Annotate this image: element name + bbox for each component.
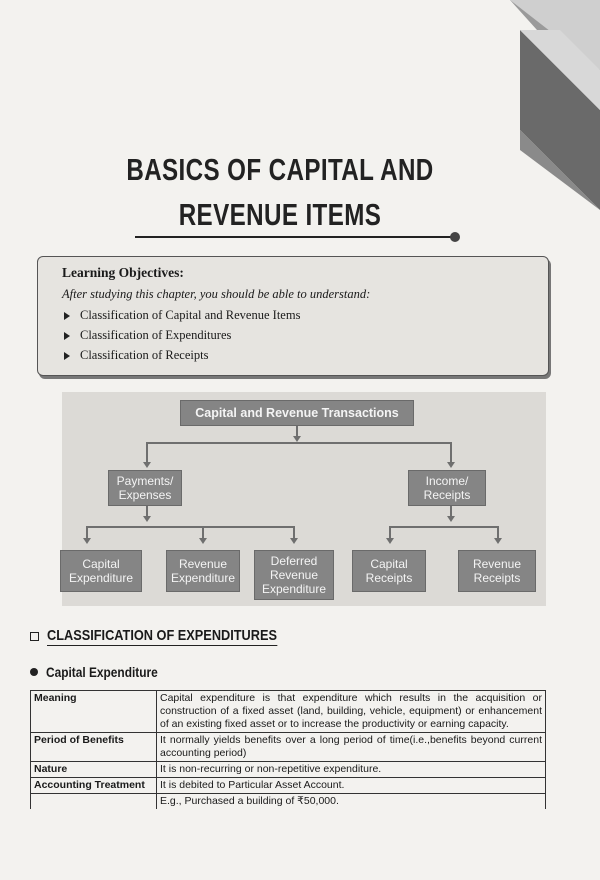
chapter-title-line1: BASICS OF CAPITAL AND — [126, 152, 434, 187]
capital-expenditure-table — [30, 690, 546, 809]
title-underline — [135, 236, 455, 238]
flow-revenue-expenditure-node: Revenue Expenditure — [166, 550, 240, 592]
arrow-down-icon — [143, 462, 151, 468]
list-item: Classification of Receipts — [62, 348, 524, 363]
flow-capital-expenditure-node: Capital Expenditure — [60, 550, 142, 592]
list-item: Classification of Capital and Revenue Items — [62, 308, 524, 323]
learning-objectives-intro: After studying this chapter, you should be able to understand: — [62, 287, 371, 301]
title-underline-dot — [450, 232, 460, 242]
triangle-bullet-icon — [64, 332, 70, 340]
triangle-bullet-icon — [64, 352, 70, 360]
arrow-down-icon — [290, 538, 298, 544]
flow-income-node: Income/ Receipts — [408, 470, 486, 506]
arrow-down-icon — [199, 538, 207, 544]
table-row: Accounting Treatment It is debited to Particular Asset Account. — [31, 778, 546, 794]
section-heading: CLASSIFICATION OF EXPENDITURES — [30, 627, 318, 646]
arrow-down-icon — [83, 538, 91, 544]
classification-flowchart — [62, 392, 546, 606]
flow-root-node: Capital and Revenue Transactions — [180, 400, 414, 426]
arrow-down-icon — [447, 516, 455, 522]
flow-deferred-revenue-expenditure-node: Deferred Revenue Expenditure — [254, 550, 334, 600]
list-item: Classification of Expenditures — [62, 328, 524, 343]
learning-objectives-box — [37, 256, 549, 376]
arrow-down-icon — [447, 462, 455, 468]
table-row: E.g., Purchased a building of ₹50,000. — [31, 794, 546, 810]
learning-objectives-list — [62, 308, 524, 363]
learning-objectives-heading: Learning Objectives: — [62, 265, 184, 280]
arrow-down-icon — [143, 516, 151, 522]
flow-capital-receipts-node: Capital Receipts — [352, 550, 426, 592]
flow-revenue-receipts-node: Revenue Receipts — [458, 550, 536, 592]
table-row: Meaning Capital expenditure is that expenditure which results in the acquisition or construction of a fixed asset (land, building, vehicle, equipment) or enhancement of an existing fixed asset or to increase the productivity or earning capacity. — [31, 691, 546, 733]
arrow-down-icon — [494, 538, 502, 544]
arrow-down-icon — [386, 538, 394, 544]
subsection-heading: Capital Expenditure — [30, 664, 177, 680]
triangle-bullet-icon — [64, 312, 70, 320]
table-row: Nature It is non-recurring or non-repetitive expenditure. — [31, 762, 546, 778]
chapter-title-line2: REVENUE ITEMS — [178, 197, 382, 232]
flow-payments-node: Payments/ Expenses — [108, 470, 182, 506]
table-row: Period of Benefits It normally yields benefits over a long period of time(i.e.,benefits beyond current accounting period) — [31, 733, 546, 762]
circle-bullet-icon — [30, 668, 38, 676]
square-bullet-icon — [30, 632, 39, 641]
